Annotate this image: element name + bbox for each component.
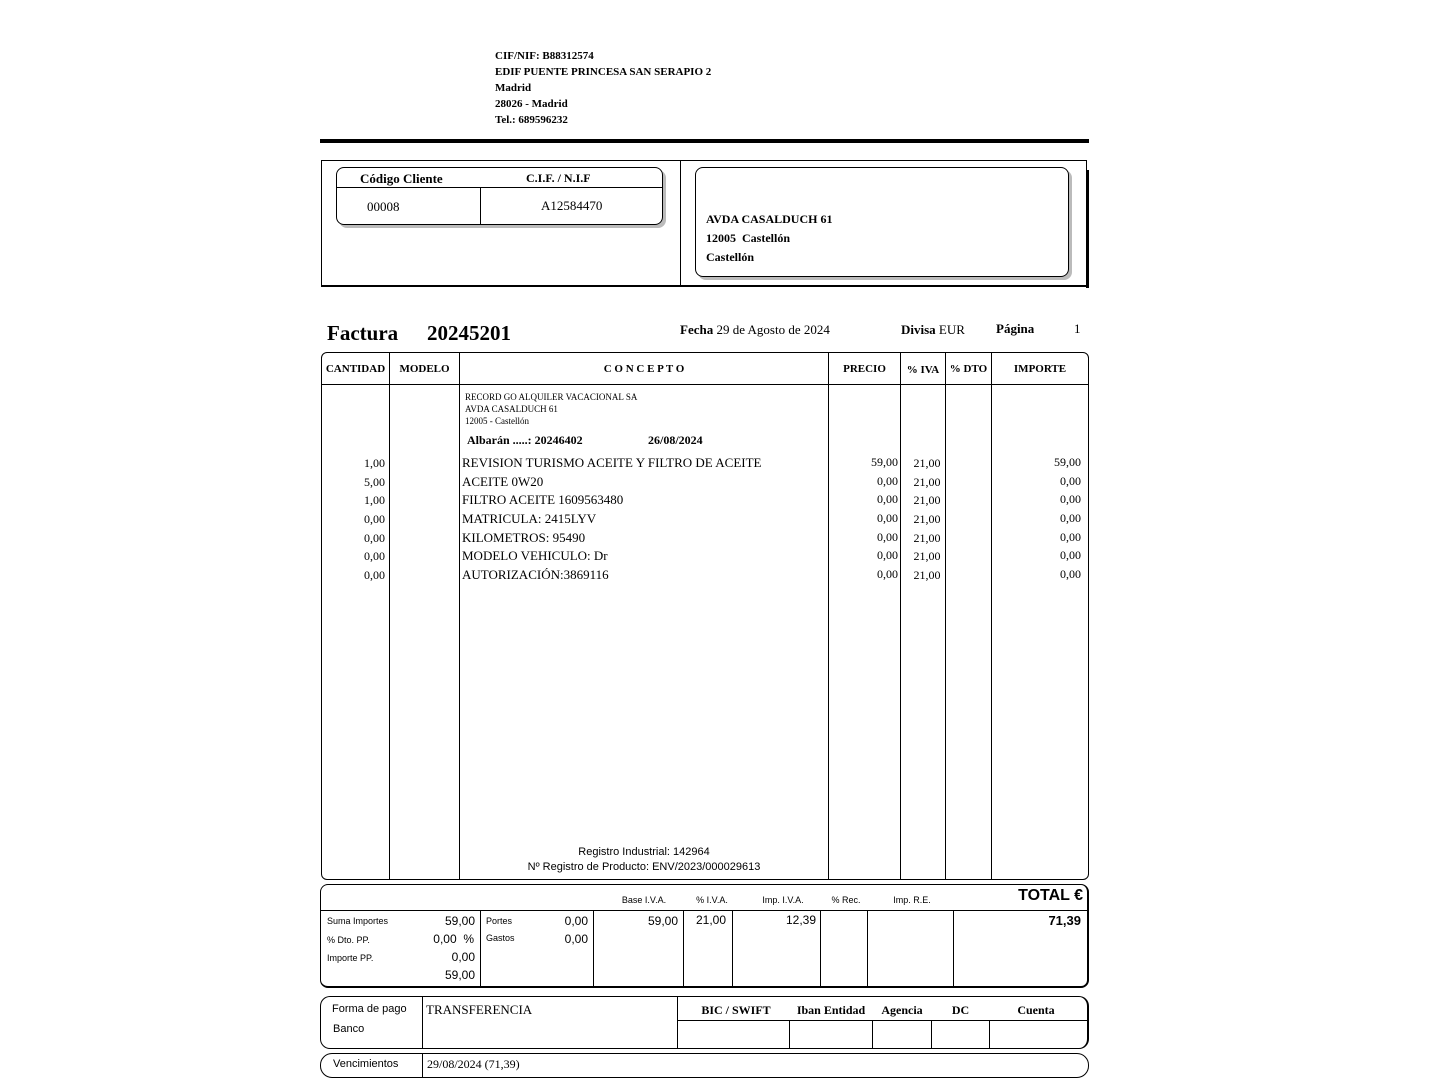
row-qty: 0,00 — [364, 549, 385, 563]
col-line-6 — [991, 353, 992, 879]
row-price: 59,00 — [871, 455, 898, 469]
row-concept: AUTORIZACIÓN:3869116 — [462, 567, 609, 582]
gastos-value: 0,00 — [564, 932, 588, 946]
albaran-label: Albarán .....: 20246402 — [467, 433, 583, 447]
company-info — [495, 48, 711, 128]
client-block-shadow — [1086, 170, 1089, 288]
row-qty: 1,00 — [364, 456, 385, 470]
items-table — [321, 352, 1089, 880]
client-code-header-line — [337, 187, 662, 188]
row-amount: 0,00 — [1060, 530, 1081, 544]
client-nif-value: A12584470 — [541, 198, 603, 213]
company-postal: 28026 - Madrid — [495, 98, 568, 110]
invoice-currency-label: Divisa — [901, 322, 936, 337]
importe-pp-label: Importe PP. — [327, 953, 374, 963]
importe-pp-value: 0,00 — [451, 950, 475, 964]
due-label: Vencimientos — [333, 1058, 399, 1070]
row-price: 0,00 — [877, 511, 898, 525]
totals-col-1 — [480, 911, 481, 987]
row-vat: 21,00 — [913, 568, 941, 582]
row-amount: 0,00 — [1060, 548, 1081, 562]
row-amount: 0,00 — [1060, 567, 1081, 581]
payment-bank-line — [678, 1020, 1088, 1021]
row-price: 0,00 — [877, 474, 898, 488]
header-divider — [320, 139, 1089, 143]
row-vat: 21,00 — [913, 549, 941, 563]
row-amount: 0,00 — [1060, 474, 1081, 488]
col-line-5 — [945, 353, 946, 879]
row-price: 0,00 — [877, 530, 898, 544]
row-price: 0,00 — [877, 492, 898, 506]
registry-product: Nº Registro de Producto: ENV/2023/000029613 — [527, 861, 761, 873]
portes-value: 0,00 — [564, 914, 588, 928]
row-vat: 21,00 — [913, 531, 941, 545]
totals-col-7 — [953, 911, 954, 987]
client-code-col-line — [480, 188, 481, 224]
row-vat: 21,00 — [913, 512, 941, 526]
payment-bank-label: Banco — [333, 1023, 365, 1035]
row-vat: 21,00 — [913, 456, 941, 470]
row-price: 0,00 — [877, 567, 898, 581]
header-qty: CANTIDAD — [325, 363, 386, 375]
totals-col-5 — [820, 911, 821, 987]
client-code-label: Código Cliente — [360, 171, 443, 186]
payment-iban-label: Iban Entidad — [796, 1003, 866, 1017]
totals-col-6 — [867, 911, 868, 987]
totals-header-rec: % Rec. — [831, 895, 861, 905]
client-code-value: 00008 — [367, 199, 400, 214]
company-cif: CIF/NIF: B88312574 — [495, 50, 594, 62]
header-vat: % IVA — [906, 364, 940, 376]
invoice-number: 20245201 — [427, 321, 511, 345]
row-amount: 59,00 — [1054, 455, 1081, 469]
client-block-divider — [680, 160, 681, 287]
header-discount: % DTO — [949, 363, 988, 375]
totals-header-vat-pct: % I.V.A. — [696, 895, 728, 905]
payment-col-6 — [989, 1021, 990, 1048]
totals-header-base: Base I.V.A. — [621, 895, 667, 905]
client-address-line3: Castellón — [706, 250, 754, 264]
recipient-block — [465, 391, 637, 427]
portes-label: Portes — [486, 916, 513, 926]
items-header-line — [322, 384, 1088, 385]
payment-cuenta-label: Cuenta — [1017, 1003, 1055, 1017]
row-qty: 0,00 — [364, 512, 385, 526]
albaran-date: 26/08/2024 — [648, 433, 703, 447]
payment-col-4 — [872, 1021, 873, 1048]
due-value: 29/08/2024 (71,39) — [427, 1057, 520, 1071]
row-qty: 1,00 — [364, 493, 385, 507]
header-price: PRECIO — [843, 363, 886, 375]
invoice-page-label: Página — [996, 321, 1035, 336]
dto-value: 0,00 % — [433, 932, 474, 946]
company-phone: Tel.: 689596232 — [495, 114, 568, 126]
invoice-page: 1 — [1074, 321, 1081, 336]
vat-pct-value: 21,00 — [695, 913, 727, 927]
client-address — [706, 210, 832, 267]
payment-col-2 — [677, 997, 678, 1048]
totals-header-re-amount: Imp. R.E. — [893, 895, 931, 905]
row-vat: 21,00 — [913, 493, 941, 507]
invoice-date-label: Fecha — [680, 322, 714, 337]
company-city: Madrid — [495, 82, 532, 94]
payment-col-5 — [931, 1021, 932, 1048]
invoice-currency: EUR — [938, 322, 965, 337]
col-line-4 — [900, 353, 901, 879]
row-vat: 21,00 — [913, 475, 941, 489]
total-value: 71,39 — [1048, 913, 1081, 928]
row-qty: 0,00 — [364, 531, 385, 545]
totals-header-vat-amount: Imp. I.V.A. — [762, 895, 804, 905]
client-address-line2: 12005 Castellón — [706, 231, 790, 245]
payment-method: TRANSFERENCIA — [426, 1002, 533, 1017]
client-nif-label: C.I.F. / N.I.F — [526, 171, 591, 185]
dto-label: % Dto. PP. — [327, 935, 370, 945]
invoice-date-row — [680, 322, 830, 338]
row-amount: 0,00 — [1060, 492, 1081, 506]
recipient-address: AVDA CASALDUCH 61 — [465, 404, 558, 414]
recipient-city: 12005 - Castellón — [465, 416, 529, 426]
invoice-currency-row — [901, 322, 965, 338]
payment-col-3 — [789, 1021, 790, 1048]
totals-header-total: TOTAL € — [1018, 887, 1083, 904]
payment-dc-label: DC — [951, 1003, 970, 1017]
header-concept: C O N C E P T O — [603, 363, 685, 375]
row-qty: 5,00 — [364, 475, 385, 489]
vat-amount-value: 12,39 — [785, 913, 816, 927]
totals-col-2 — [593, 911, 594, 987]
row-concept: FILTRO ACEITE 1609563480 — [462, 492, 624, 507]
base-value: 59,00 — [647, 914, 678, 928]
header-amount: IMPORTE — [1013, 363, 1067, 375]
row-amount: 0,00 — [1060, 511, 1081, 525]
subtotal-value: 59,00 — [444, 968, 475, 982]
gastos-label: Gastos — [486, 933, 515, 943]
payment-col-1 — [422, 997, 423, 1048]
row-concept: ACEITE 0W20 — [462, 474, 544, 489]
recipient-name: RECORD GO ALQUILER VACACIONAL SA — [465, 392, 638, 402]
payment-method-label: Forma de pago — [332, 1003, 407, 1015]
invoice-date: 29 de Agosto de 2024 — [716, 322, 830, 337]
col-line-2 — [459, 353, 460, 879]
sum-label: Suma Importes — [327, 916, 389, 926]
row-qty: 0,00 — [364, 568, 385, 582]
row-concept: MODELO VEHICULO: Dr — [462, 548, 608, 563]
row-concept: REVISION TURISMO ACEITE Y FILTRO DE ACEITE — [462, 455, 762, 470]
row-concept: MATRICULA: 2415LYV — [462, 511, 597, 526]
row-concept: KILOMETROS: 95490 — [462, 530, 586, 545]
col-line-3 — [828, 353, 829, 879]
payment-agencia-label: Agencia — [881, 1003, 923, 1017]
sum-value: 59,00 — [444, 914, 475, 928]
due-col-line — [422, 1054, 423, 1077]
payment-bic-label: BIC / SWIFT — [701, 1003, 771, 1017]
client-address-line1: AVDA CASALDUCH 61 — [706, 212, 833, 226]
row-price: 0,00 — [877, 548, 898, 562]
registry-industrial: Registro Industrial: 142964 — [578, 846, 710, 858]
invoice-label: Factura — [327, 321, 399, 345]
totals-header-line — [321, 910, 1088, 911]
company-address: EDIF PUENTE PRINCESA SAN SERAPIO 2 — [495, 66, 712, 78]
header-model: MODELO — [399, 363, 450, 375]
col-line-1 — [389, 353, 390, 879]
